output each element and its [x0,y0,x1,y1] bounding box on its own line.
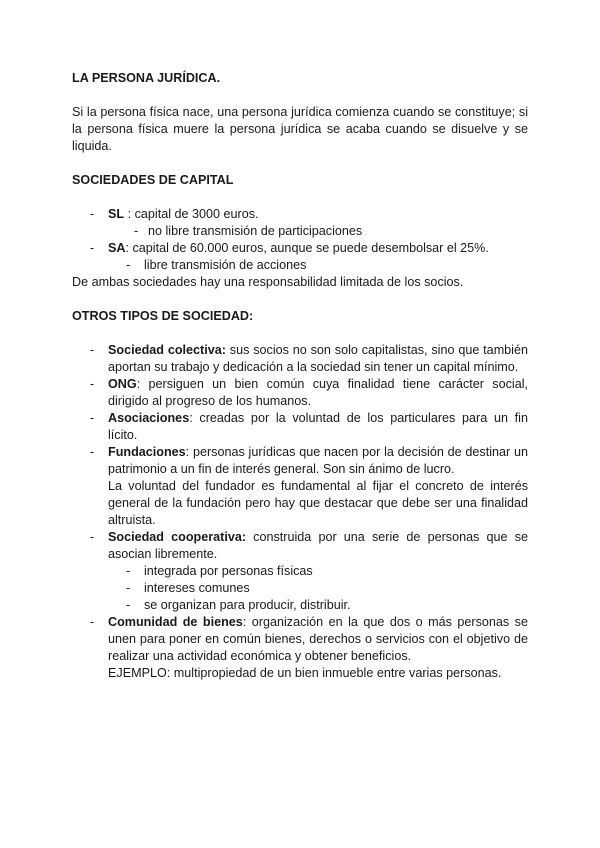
list-item-cooperativa [72,529,528,563]
bullet-dash: - [90,411,95,425]
bullet-dash: - [126,564,131,578]
bullet-dash: - [90,377,95,391]
sub-text: se organizan para producir, distribuir. [144,598,351,612]
list-item-sa [72,240,528,257]
term-colectiva: Sociedad colectiva: [108,343,226,357]
bullet-dash: - [90,241,95,255]
comunidad-extra: EJEMPLO: multipropiedad de un bien inmueble entre varias personas. [108,666,502,680]
term-asociaciones: Asociaciones [108,411,190,425]
text-ong: : persiguen un bien común cuya finalidad tiene carácter social, dirigido al progreso de los humanos. [108,377,528,408]
term-sa: SA [108,241,126,255]
sub-item-sl [72,223,528,240]
bullet-dash: - [90,207,95,221]
bullet-dash: - [126,598,131,612]
sub-item-cooperativa-2 [72,580,528,597]
text-colectiva: sus socios no son solo capitalistas, sino que también aportan su trabajo y dedicación a la sociedad sin tener un capital mínimo. [108,343,528,374]
text-fundaciones: : personas jurídicas que nacen por la decisión de destinar un patrimonio a un fin de interés general. Son sin ánimo de lucro. [108,445,528,476]
text-comunidad: : organización en la que dos o más personas se unen para poner en común bienes, derechos o servicios con el objetivo de realizar una actividad económica y obtener beneficios. [108,615,528,663]
bullet-dash: - [90,530,95,544]
term-fundaciones: Fundaciones [108,445,186,459]
list-item-fundaciones [72,444,528,478]
bullet-dash: - [90,343,95,357]
text-asociaciones: : creadas por la voluntad de los particulares para un fin lícito. [108,411,528,442]
term-ong: ONG [108,377,137,391]
capital-heading: SOCIEDADES DE CAPITAL [72,173,234,187]
sub-item-cooperativa-1 [72,563,528,580]
bullet-dash: - [126,258,131,272]
intro-paragraph: Si la persona física nace, una persona jurídica comienza cuando se constituye; si la persona física muere la persona jurídica se acaba cuando se disuelve y se liquida. [72,105,528,153]
text-cooperativa: construida por una serie de personas que se asocian libremente. [108,530,528,561]
capital-note: De ambas sociedades hay una responsabilidad limitada de los socios. [72,275,464,289]
term-sl: SL [108,207,125,221]
text-sl: : capital de 3000 euros. [124,207,259,221]
term-cooperativa: Sociedad cooperativa: [108,530,247,544]
sub-item-cooperativa-3 [72,597,528,614]
document-page [72,70,528,682]
document-title: LA PERSONA JURÍDICA. [72,71,221,85]
sub-text-sl: no libre transmisión de participaciones [148,224,363,238]
list-item-asociaciones [72,410,528,444]
bullet-dash: - [90,615,95,629]
sub-text: integrada por personas físicas [144,564,313,578]
fundaciones-extra: La voluntad del fundador es fundamental al fijar el concreto de interés general de la fundación pero hay que destacar que debe ser una finalidad altruista. [108,479,528,527]
list-item-comunidad [72,614,528,665]
bullet-dash: - [90,445,95,459]
bullet-dash: - [134,224,139,238]
list-item-colectiva [72,342,528,376]
sub-item-sa [72,257,528,274]
term-comunidad: Comunidad de bienes [108,615,243,629]
text-sa: : capital de 60.000 euros, aunque se puede desembolsar el 25%. [125,241,489,255]
sub-text-sa: libre transmisión de acciones [144,258,307,272]
sub-text: intereses comunes [144,581,250,595]
otros-heading: OTROS TIPOS DE SOCIEDAD: [72,309,254,323]
list-item-sl [72,206,528,223]
bullet-dash: - [126,581,131,595]
list-item-ong [72,376,528,410]
